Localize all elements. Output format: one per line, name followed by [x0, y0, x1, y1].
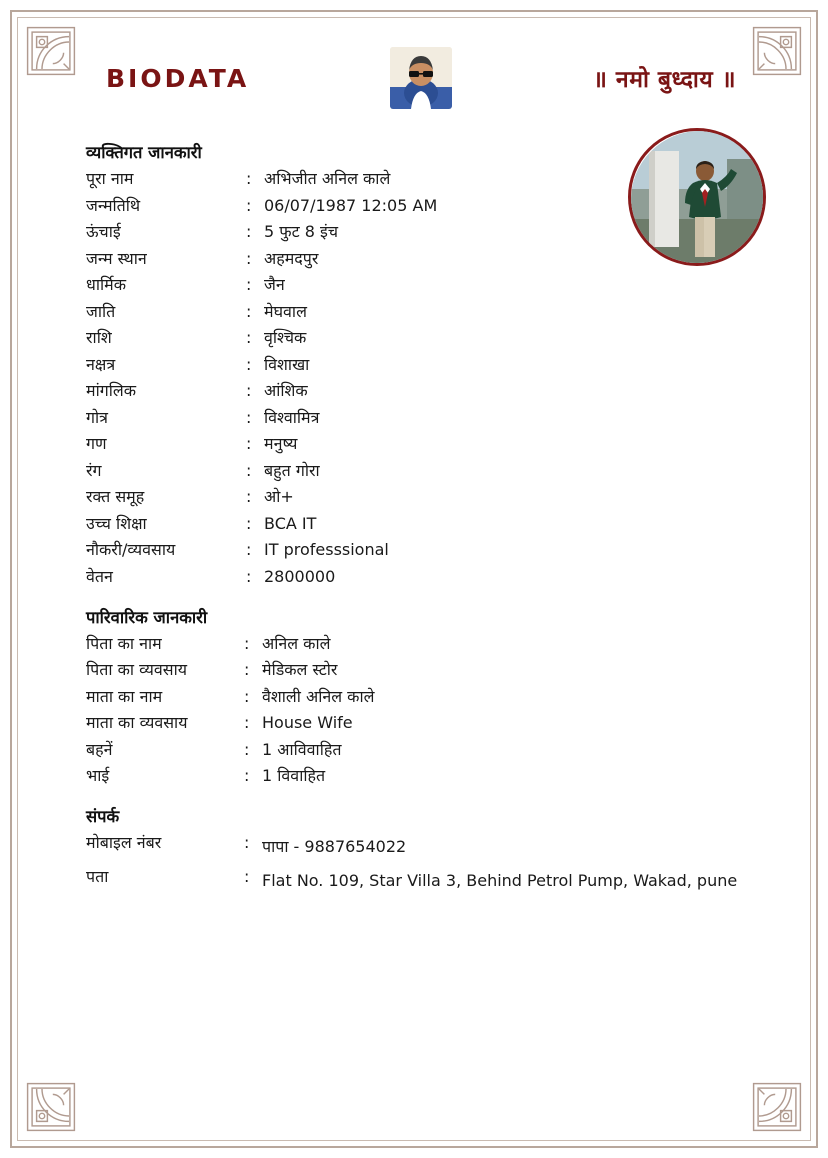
detail-colon: :: [246, 381, 252, 400]
detail-label: पूरा नाम: [86, 169, 134, 188]
detail-label: नौकरी/व्यवसाय: [86, 540, 176, 559]
detail-colon: :: [246, 169, 252, 188]
detail-label: राशि: [86, 328, 112, 347]
document-header: [40, 38, 788, 118]
detail-label: पता: [86, 866, 109, 886]
detail-colon: :: [244, 766, 250, 785]
detail-colon: :: [246, 566, 252, 586]
detail-value: पापा - 9887654022: [262, 837, 407, 856]
detail-label: जन्मतिथि: [86, 195, 141, 215]
detail-label: माता का व्यवसाय: [86, 713, 188, 732]
detail-label: ऊंचाई: [86, 222, 121, 241]
section-title-family: पारिवारिक जानकारी: [86, 607, 208, 627]
detail-row: [86, 330, 746, 346]
contact-details-list: [86, 835, 746, 892]
detail-colon: :: [246, 301, 252, 321]
detail-row: [86, 566, 746, 586]
detail-label: पिता का नाम: [86, 633, 162, 653]
detail-label: जन्म स्थान: [86, 248, 147, 268]
detail-colon: :: [246, 434, 252, 453]
detail-row: [86, 407, 746, 427]
detail-value: विशाखा: [264, 354, 310, 374]
detail-label: जाति: [86, 301, 116, 321]
detail-value: IT professsional: [264, 540, 389, 559]
page-title: BIODATA: [106, 63, 250, 93]
personal-details-list: [86, 171, 746, 585]
detail-colon: :: [246, 248, 252, 268]
detail-colon: :: [246, 354, 252, 374]
detail-colon: :: [246, 275, 252, 294]
detail-value: मेघवाल: [264, 301, 307, 321]
detail-colon: :: [244, 633, 250, 653]
detail-value: बहुत गोरा: [264, 460, 320, 480]
detail-label: भाई: [86, 766, 110, 785]
detail-row: [86, 633, 746, 653]
detail-row: [86, 739, 746, 759]
detail-colon: :: [246, 195, 252, 215]
detail-colon: :: [246, 513, 252, 533]
mantra-text: ॥ नमो बुध्दाय ॥: [593, 67, 736, 93]
family-details-list: [86, 633, 746, 785]
detail-value: मेडिकल स्टोर: [262, 660, 338, 679]
corner-ornament-icon: [750, 1080, 804, 1134]
detail-colon: :: [246, 328, 252, 347]
detail-value: ओ+: [264, 487, 294, 506]
detail-colon: :: [246, 487, 252, 506]
detail-colon: :: [244, 866, 250, 886]
detail-label: नक्षत्र: [86, 354, 116, 374]
detail-row: [86, 513, 746, 533]
detail-colon: :: [246, 407, 252, 427]
detail-colon: :: [244, 660, 250, 679]
detail-row: [86, 383, 746, 399]
detail-row: [86, 715, 746, 731]
detail-row: [86, 171, 746, 187]
detail-row: [86, 195, 746, 215]
detail-row: [86, 662, 746, 678]
detail-value: House Wife: [262, 713, 353, 732]
ambedkar-portrait: [390, 47, 452, 109]
detail-value: वैशाली अनिल काले: [262, 686, 375, 706]
detail-label: वेतन: [86, 566, 113, 586]
detail-value: 1 विवाहित: [262, 766, 326, 785]
detail-label: माता का नाम: [86, 686, 163, 706]
detail-row: [86, 224, 746, 240]
detail-row: [86, 248, 746, 268]
detail-value: 2800000: [264, 566, 336, 586]
detail-colon: :: [246, 540, 252, 559]
detail-label: गोत्र: [86, 407, 108, 427]
detail-label: रक्त समूह: [86, 487, 145, 506]
detail-row: [86, 866, 746, 892]
detail-row: [86, 436, 746, 452]
detail-value: BCA IT: [264, 513, 317, 533]
detail-label: पिता का व्यवसाय: [86, 660, 187, 679]
corner-ornament-icon: [24, 1080, 78, 1134]
detail-row: [86, 489, 746, 505]
detail-value: अनिल काले: [262, 633, 331, 653]
detail-value: जैन: [264, 275, 285, 294]
detail-row: [86, 301, 746, 321]
detail-value: आंशिक: [264, 381, 308, 400]
detail-colon: :: [244, 739, 250, 759]
detail-value: वृश्चिक: [264, 328, 307, 347]
detail-colon: :: [246, 222, 252, 241]
detail-label: रंग: [86, 460, 102, 480]
detail-label: बहनें: [86, 739, 113, 759]
detail-colon: :: [244, 713, 250, 732]
detail-value: Flat No. 109, Star Villa 3, Behind Petrol Pump, Wakad, pune: [262, 870, 738, 890]
section-title-contact: संपर्क: [86, 807, 120, 826]
detail-row: [86, 768, 746, 784]
detail-row: [86, 354, 746, 374]
detail-label: गण: [86, 434, 107, 453]
biodata-content: [86, 140, 746, 902]
detail-value: 06/07/1987 12:05 AM: [264, 195, 438, 215]
detail-row: [86, 835, 746, 858]
detail-value: 5 फुट 8 इंच: [264, 222, 339, 241]
detail-label: मोबाइल नंबर: [86, 833, 162, 852]
detail-value: 1 आविवाहित: [262, 739, 342, 759]
detail-row: [86, 686, 746, 706]
detail-value: मनुष्य: [264, 434, 298, 453]
detail-label: धार्मिक: [86, 275, 126, 294]
detail-row: [86, 460, 746, 480]
section-title-personal: व्यक्तिगत जानकारी: [86, 143, 202, 162]
detail-colon: :: [244, 686, 250, 706]
detail-row: [86, 277, 746, 293]
detail-row: [86, 542, 746, 558]
detail-label: मांगलिक: [86, 381, 137, 400]
detail-label: उच्च शिक्षा: [86, 513, 147, 533]
detail-colon: :: [244, 833, 250, 852]
detail-value: अभिजीत अनिल काले: [264, 169, 391, 188]
detail-value: अहमदपुर: [264, 248, 319, 268]
detail-value: विश्वामित्र: [264, 407, 320, 427]
detail-colon: :: [246, 460, 252, 480]
